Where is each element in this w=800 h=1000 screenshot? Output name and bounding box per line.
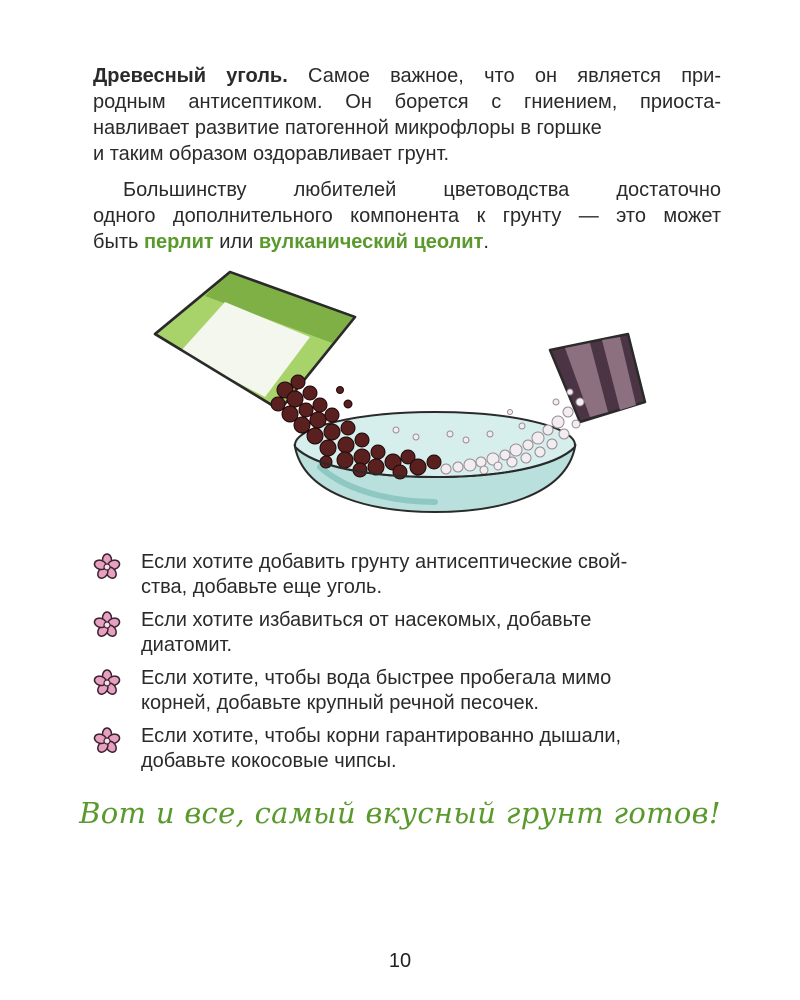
bullet-line: ства, добавьте еще уголь. [141,576,383,598]
list-item [93,666,733,716]
list-item [93,724,733,774]
paragraph-line: быть перлит или вулканический цеолит. [93,231,489,253]
bullet-line: Если хотите избавиться от насекомых, добавьте [141,609,592,631]
paragraph-charcoal [93,63,721,167]
paragraph-line: Древесный уголь. Самое важное, что он является при- [93,65,722,87]
bullet-line: Если хотите, чтобы вода быстрее пробегала мимо [141,667,612,689]
tips-list [93,550,733,782]
paragraph-line: навливает развитие патогенной микрофлоры в горшке [93,117,602,139]
paragraph-additives [93,177,721,255]
bullet-line: корней, добавьте крупный речной песочек. [141,692,539,714]
flower-icon [93,669,121,697]
green-bag [155,272,355,410]
bullet-line: Если хотите, чтобы корни гарантированно дышали, [141,725,622,747]
flower-icon [93,611,121,639]
flower-icon [93,553,121,581]
highlight-zeolite: вулканический цеолит [258,231,484,253]
paragraph-line: родным антисептиком. Он борется с гниением, приоста- [93,91,721,113]
bullet-line: Если хотите добавить грунту антисептические свой- [141,551,628,573]
paragraph-line: Большинству любителей цветоводства достаточно [123,179,721,201]
flower-icon [93,727,121,755]
paragraph-line: одного дополнительного компонента к грунту — это может [93,205,721,227]
list-item [93,550,733,600]
soil-mixing-bowl-illustration [150,262,660,524]
paragraph-line: и таким образом оздоравливает грунт. [93,143,450,165]
highlight-perlite: перлит [143,231,214,253]
list-item [93,608,733,658]
term-charcoal: Древесный уголь. [93,65,288,87]
closing-handwritten-note: Вот и все, самый вкусный грунт готов! [79,796,721,830]
page-number: 10 [388,950,412,972]
bullet-line: добавьте кокосовые чипсы. [141,750,397,772]
bullet-line: диатомит. [141,634,233,656]
